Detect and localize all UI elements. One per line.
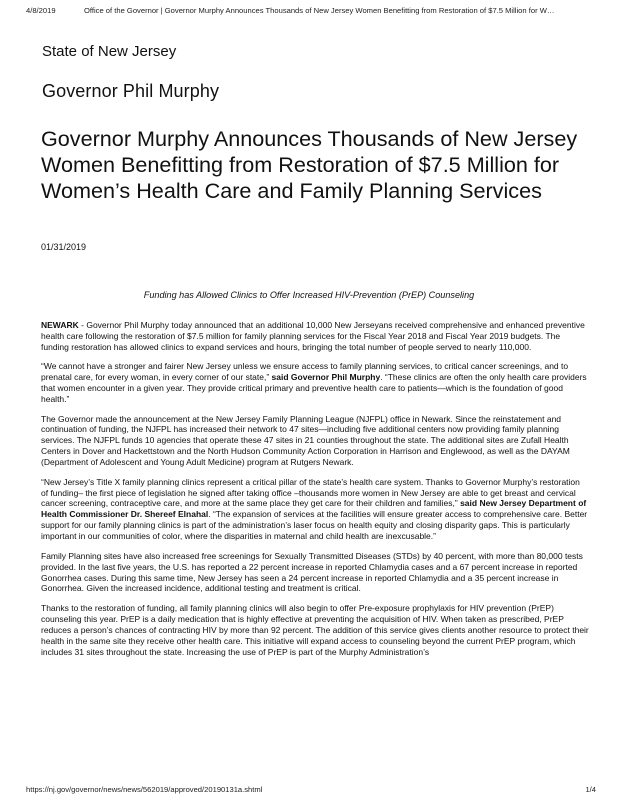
paragraph-1	[41, 320, 589, 353]
paragraph-3: The Governor made the announcement at the New Jersey Family Planning League (NJFPL) office in Newark. Since the reinstatement and continuation of funding, the NJFPL has increased their network to 47 sites—including five additional centers now providing family planning services. The NJFPL funds 10 agencies that operate these 47 sites in 21 counties throughout the state. The additional sites are Zufall Health Centers in Dover and Hackettstown and the North Hudson Community Action Corporation in Harrison and Englewood, as well as the DAYAM (Department of Adolescent and Young Adult Medicine) program at Rutgers Newark.	[41, 413, 570, 468]
commissioner-quote-continued: . “The expansion of services at the facilities will ensure greater access to comprehensive care. Better support for our family planning clinics is part of the administration’s laser focus on health equity and closing disparity gaps. This is particularly important in our communities of color, where the disparities in maternal and child health are inexcusable.”	[41, 509, 588, 542]
governor-quote: “We cannot have a stronger and fairer New Jersey unless we ensure access to family planning services, to critical cancer screenings, and to prenatal care, for every woman, in every corner of our state,”	[41, 361, 569, 383]
governor-attribution: said Governor Phil Murphy	[269, 372, 381, 383]
article-headline: Governor Murphy Announces Thousands of New Jersey Women Benefitting from Restoration of $7.5 Million for Women’s Health Care and Family Planning Services	[41, 126, 578, 203]
governor-name-link[interactable]: Governor Phil Murphy	[42, 81, 220, 101]
print-date: 4/8/2019	[26, 6, 56, 15]
site-name-link[interactable]: State of New Jersey	[42, 43, 177, 60]
commissioner-quote: “New Jersey’s Title X family planning clinics represent a critical pillar of the state’s health care system. Thanks to Governor Murphy’s restoration of funding– the first piece of legislation he signed after taking office –thousands more women in New Jersey are able to get breast and cervical cancer screening, contraceptive care, and more at the same place they get care for their children and families,”	[41, 476, 580, 509]
print-page-number: 1/4	[585, 785, 596, 794]
print-url: https://nj.gov/governor/news/news/562019/approved/20190131a.shtml	[26, 785, 263, 794]
release-date: 01/31/2019	[41, 242, 87, 252]
paragraph-4	[41, 477, 589, 542]
paragraph-2	[41, 361, 589, 405]
print-page-title: Office of the Governor | Governor Murphy Announces Thousands of New Jersey Women Benefitting from Restoration of $7.5 Million for W…	[84, 6, 555, 15]
commissioner-attribution: said New Jersey Department of Health Commissioner Dr. Shereef Elnahal	[41, 498, 587, 520]
dateline: NEWARK	[41, 320, 79, 330]
article-subhead: Funding has Allowed Clinics to Offer Increased HIV-Prevention (PrEP) Counseling	[143, 290, 475, 300]
paragraph-1-text: - Governor Phil Murphy today announced that an additional 10,000 New Jerseyans received comprehensive and enhanced preventive health care following the restoration of $7.5 million for family planning services for the Fiscal Year 2018 and Fiscal Year 2019 budgets. The funding restoration has allowed clinics to expand services and hours, bringing the total number of people served to nearly 110,000.	[41, 320, 585, 352]
article-body	[41, 320, 589, 657]
paragraph-5: Family Planning sites have also increased free screenings for Sexually Transmitted Diseases (STDs) by 40 percent, with more than 80,000 tests provided. In the last five years, the U.S. has reported a 22 percent increase in reported Chlamydia cases and a 67 percent increase in reported Gonorrhea cases. During this same time, New Jersey has seen a 24 percent increase in reported Chlamydia and a 35 percent increase in Gonorrhea. Given the increased incidence, additional testing and treatment is critical.	[41, 550, 583, 594]
print-footer	[26, 785, 596, 794]
governor-quote-continued: . “These clinics are often the only health care providers that women encounter in a given year. They provide critical primary and preventive health care to patients—which is the foundation of good health.”	[41, 372, 587, 405]
print-header	[26, 6, 596, 15]
paragraph-6: Thanks to the restoration of funding, all family planning clinics will also begin to offer Pre-exposure prophylaxis for HIV prevention (PrEP) counseling this year. PrEP is a daily medication that is highly effective at preventing the acquisition of HIV. When taken as prescribed, PrEP reduces a person’s chances of contracting HIV by more than 92 percent. The addition of this service gives clients another resource to protect their health in the same site they receive other health care. This initiative will expand access to counseling beyond the current PrEP program, which includes 31 sites throughout the state. Increasing the use of PrEP is part of the Murphy Administration’s	[41, 602, 589, 657]
